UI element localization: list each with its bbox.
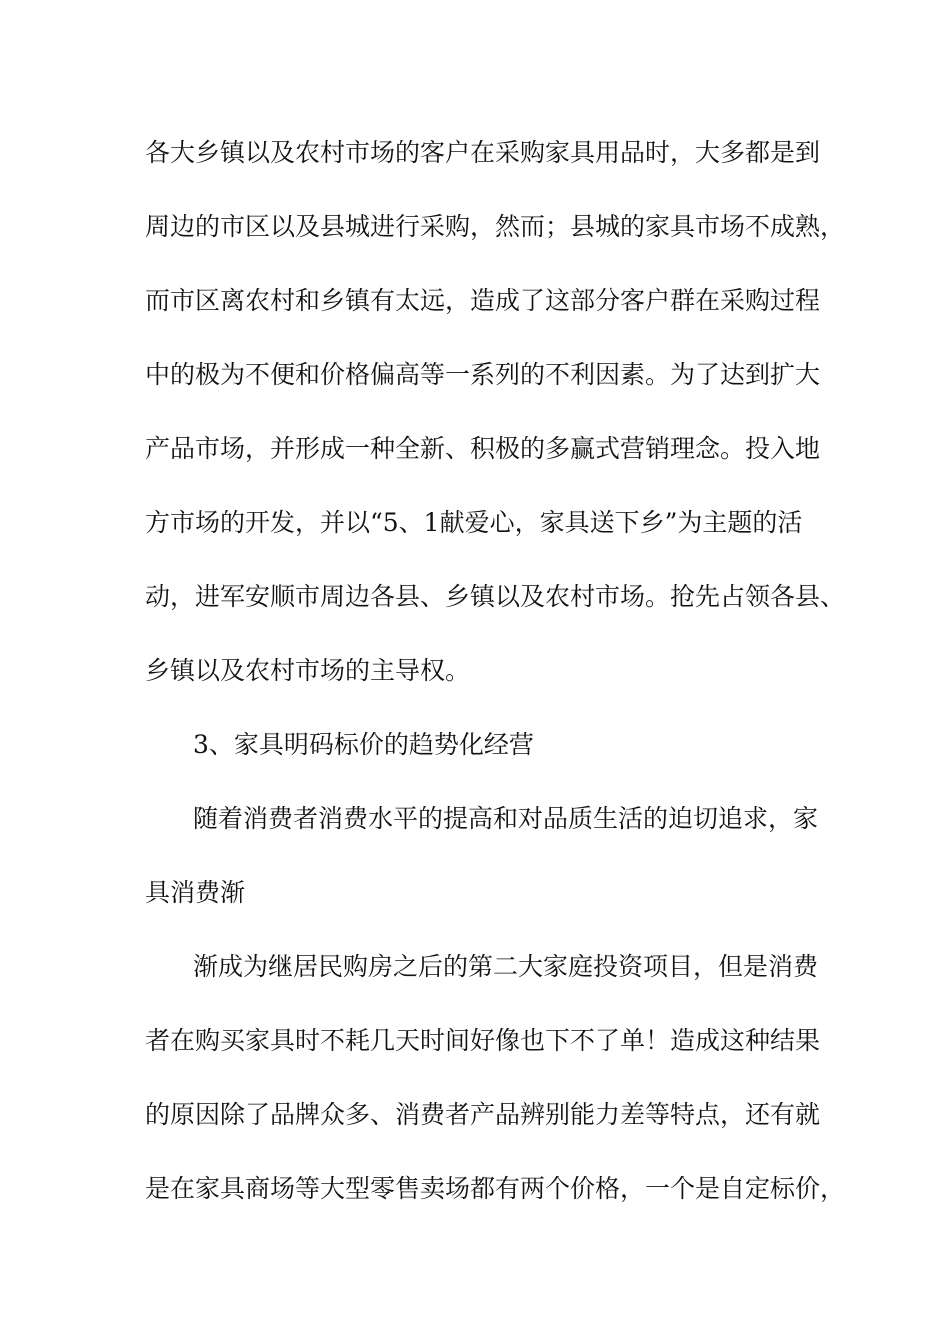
paragraph-line: 渐成为继居民购房之后的第二大家庭投资项目，但是消费 — [193, 952, 819, 981]
paragraph-line: 各大乡镇以及农村市场的客户在采购家具用品时，大多都是到 — [145, 138, 821, 167]
paragraph-line: 产品市场，并形成一种全新、积极的多赢式营销理念。投入地 — [145, 434, 821, 463]
paragraph-line: 方市场的开发，并以“5、1献爱心，家具送下乡”为主题的活 — [145, 508, 803, 537]
paragraph-line: 乡镇以及农村市场的主导权。 — [145, 656, 471, 685]
paragraph-line: 具消费渐 — [145, 878, 246, 907]
paragraph-line: 而市区离农村和乡镇有太远，造成了这部分客户群在采购过程 — [145, 286, 821, 315]
paragraph-line: 动，进军安顺市周边各县、乡镇以及农村市场。抢先占领各县、 — [145, 582, 846, 611]
paragraph-line: 周边的市区以及县城进行采购，然而；县城的家具市场不成熟， — [145, 212, 846, 241]
section-heading: 3、家具明码标价的趋势化经营 — [193, 730, 534, 759]
paragraph-line: 的原因除了品牌众多、消费者产品辨别能力差等特点，还有就 — [145, 1100, 821, 1129]
paragraph-line: 随着消费者消费水平的提高和对品质生活的迫切追求，家 — [193, 804, 819, 833]
paragraph-line: 中的极为不便和价格偏高等一系列的不利因素。为了达到扩大 — [145, 360, 821, 389]
paragraph-line: 者在购买家具时不耗几天时间好像也下不了单！造成这种结果 — [145, 1026, 821, 1055]
paragraph-line: 是在家具商场等大型零售卖场都有两个价格，一个是自定标价， — [145, 1174, 846, 1203]
